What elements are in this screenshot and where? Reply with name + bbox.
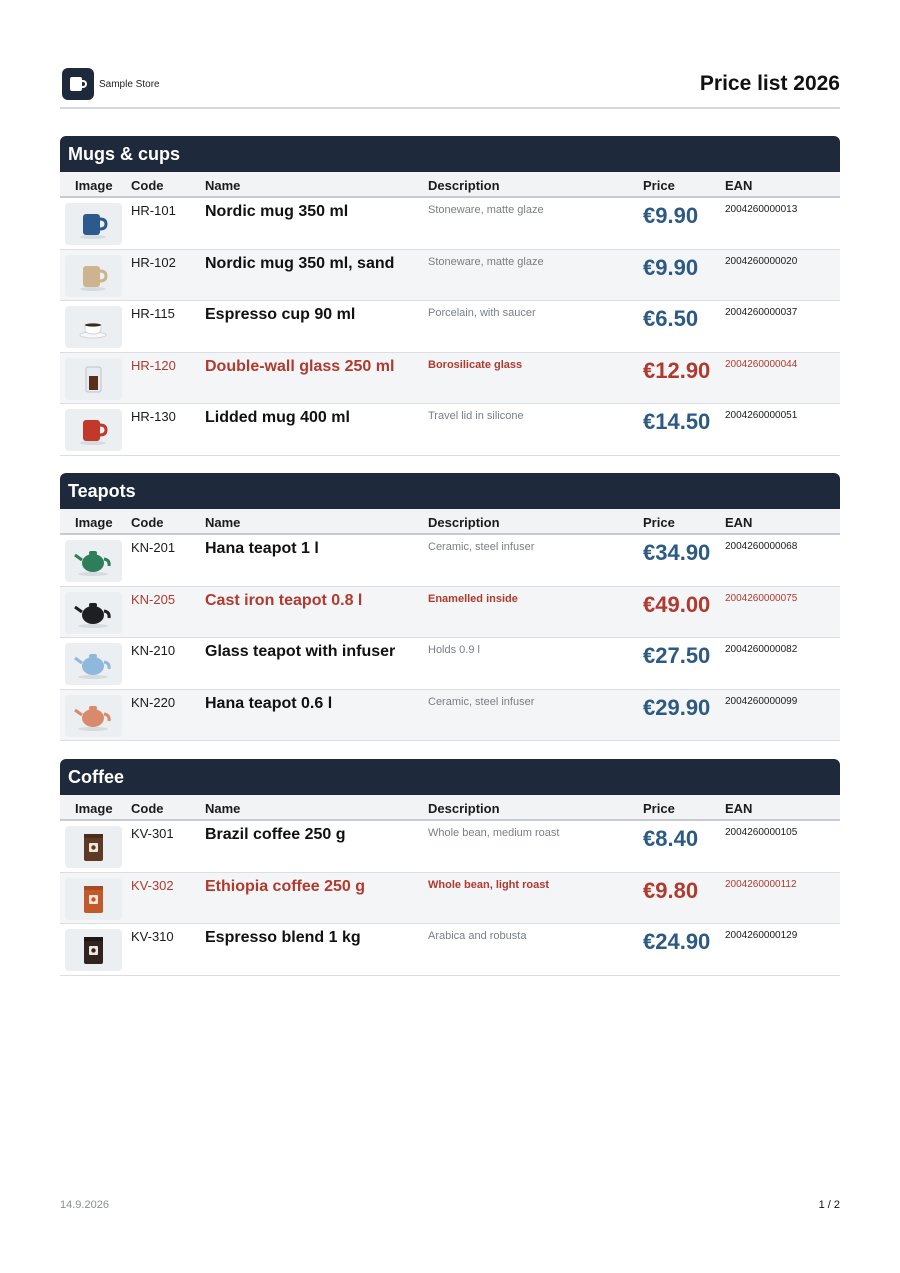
product-price: €9.90 xyxy=(643,203,699,228)
product-code: KN-205 xyxy=(131,591,176,607)
column-header-row xyxy=(60,795,840,821)
column-header-row xyxy=(60,172,840,198)
product-price: €9.80 xyxy=(643,877,699,903)
table-row xyxy=(60,638,840,690)
product-ean: 2004260000075 xyxy=(725,592,798,604)
product-ean: 2004260000037 xyxy=(725,307,798,318)
product-description: Porcelain, with saucer xyxy=(428,307,536,319)
product-ean: 2004260000112 xyxy=(725,878,797,890)
product-ean: 2004260000068 xyxy=(725,541,798,552)
section-title: Teapots xyxy=(60,473,840,509)
column-ean: EAN xyxy=(725,178,753,193)
column-image: Image xyxy=(75,515,113,530)
page-header xyxy=(60,66,840,109)
product-code: HR-130 xyxy=(131,409,176,424)
dark-coffee-bag-icon xyxy=(65,929,122,971)
product-code: KV-310 xyxy=(131,929,174,944)
product-code: HR-101 xyxy=(131,203,176,218)
table-row xyxy=(60,873,840,925)
blue-teapot-icon xyxy=(65,643,122,685)
section-title: Coffee xyxy=(60,759,840,795)
product-price: €24.90 xyxy=(643,929,711,954)
section-mugs-cups xyxy=(60,136,840,456)
table-row xyxy=(60,587,840,639)
table-row xyxy=(60,353,840,405)
product-name: Ethiopia coffee 250 g xyxy=(205,877,366,895)
table-row xyxy=(60,924,840,976)
product-code: KN-220 xyxy=(131,694,176,710)
orange-teapot-icon xyxy=(65,695,122,737)
product-ean: 2004260000099 xyxy=(725,695,798,707)
product-name: Espresso blend 1 kg xyxy=(205,929,361,946)
product-ean: 2004260000105 xyxy=(725,827,798,838)
product-ean: 2004260000051 xyxy=(725,410,798,421)
column-description: Description xyxy=(428,178,500,193)
footer-date: 14.9.2026 xyxy=(60,1199,109,1211)
product-name: Cast iron teapot 0.8 l xyxy=(205,591,363,609)
glass-icon xyxy=(65,358,122,400)
column-code: Code xyxy=(131,178,164,193)
product-code: KN-210 xyxy=(131,643,176,658)
green-teapot-icon xyxy=(65,540,122,582)
table-row xyxy=(60,404,840,456)
product-description: Whole bean, medium roast xyxy=(428,827,560,839)
product-description: Stoneware, matte glaze xyxy=(428,204,544,216)
store-name: Sample Store xyxy=(99,79,160,90)
product-name: Espresso cup 90 ml xyxy=(205,306,356,323)
product-description: Borosilicate glass xyxy=(428,358,523,371)
red-mug-icon xyxy=(65,409,122,451)
column-code: Code xyxy=(131,515,164,530)
section-title: Mugs & cups xyxy=(60,136,840,172)
product-description: Travel lid in silicone xyxy=(428,410,524,422)
product-name: Glass teapot with infuser xyxy=(205,643,396,660)
product-ean: 2004260000013 xyxy=(725,204,798,215)
product-price: €29.90 xyxy=(643,694,711,720)
orange-coffee-bag-icon xyxy=(65,878,122,920)
table-row xyxy=(60,690,840,742)
section-coffee xyxy=(60,759,840,976)
column-price: Price xyxy=(643,801,675,816)
product-price: €27.50 xyxy=(643,643,711,668)
product-description: Ceramic, steel infuser xyxy=(428,695,535,708)
product-ean: 2004260000082 xyxy=(725,644,798,655)
column-name: Name xyxy=(205,178,241,193)
product-code: KV-301 xyxy=(131,826,174,841)
product-name: Nordic mug 350 ml xyxy=(205,203,349,220)
product-name: Nordic mug 350 ml, sand xyxy=(205,254,395,272)
store-logo-icon xyxy=(62,68,94,100)
product-ean: 2004260000020 xyxy=(725,255,798,267)
product-code: HR-102 xyxy=(131,254,176,270)
product-code: HR-120 xyxy=(131,357,176,373)
table-row xyxy=(60,821,840,873)
espresso-cup-icon xyxy=(65,306,122,348)
column-description: Description xyxy=(428,801,500,816)
product-description: Enamelled inside xyxy=(428,592,518,605)
table-row xyxy=(60,198,840,250)
product-name: Double-wall glass 250 ml xyxy=(205,357,395,375)
coffee-bag-icon xyxy=(65,826,122,868)
column-code: Code xyxy=(131,801,164,816)
product-ean: 2004260000044 xyxy=(725,358,798,370)
column-image: Image xyxy=(75,801,113,816)
section-teapots xyxy=(60,473,840,741)
product-description: Ceramic, steel infuser xyxy=(428,541,535,553)
product-code: KN-201 xyxy=(131,540,176,555)
product-price: €34.90 xyxy=(643,540,711,565)
product-name: Lidded mug 400 ml xyxy=(205,409,350,426)
product-code: HR-115 xyxy=(131,306,175,321)
product-name: Hana teapot 0.6 l xyxy=(205,694,333,712)
product-price: €8.40 xyxy=(643,826,699,851)
column-image: Image xyxy=(75,178,113,193)
product-description: Stoneware, matte glaze xyxy=(428,255,544,268)
column-price: Price xyxy=(643,515,675,530)
product-price: €49.00 xyxy=(643,591,711,617)
table-row xyxy=(60,250,840,302)
product-name: Hana teapot 1 l xyxy=(205,540,319,557)
column-description: Description xyxy=(428,515,500,530)
product-name: Brazil coffee 250 g xyxy=(205,826,346,843)
product-description: Whole bean, light roast xyxy=(428,878,550,891)
blue-mug-icon xyxy=(65,203,122,245)
product-price: €12.90 xyxy=(643,357,711,383)
column-ean: EAN xyxy=(725,801,753,816)
product-description: Arabica and robusta xyxy=(428,930,527,942)
column-price: Price xyxy=(643,178,675,193)
table-row xyxy=(60,301,840,353)
product-price: €6.50 xyxy=(643,306,699,331)
column-ean: EAN xyxy=(725,515,753,530)
column-name: Name xyxy=(205,801,241,816)
black-teapot-icon xyxy=(65,592,122,634)
product-price: €9.90 xyxy=(643,254,699,280)
page-number: 1 / 2 xyxy=(818,1199,840,1211)
table-row xyxy=(60,535,840,587)
product-code: KV-302 xyxy=(131,877,174,893)
column-name: Name xyxy=(205,515,241,530)
column-header-row xyxy=(60,509,840,535)
page-title: Price list 2026 xyxy=(699,72,840,95)
product-description: Holds 0.9 l xyxy=(428,644,480,656)
product-ean: 2004260000129 xyxy=(725,930,798,941)
sand-mug-icon xyxy=(65,255,122,297)
product-price: €14.50 xyxy=(643,409,711,434)
